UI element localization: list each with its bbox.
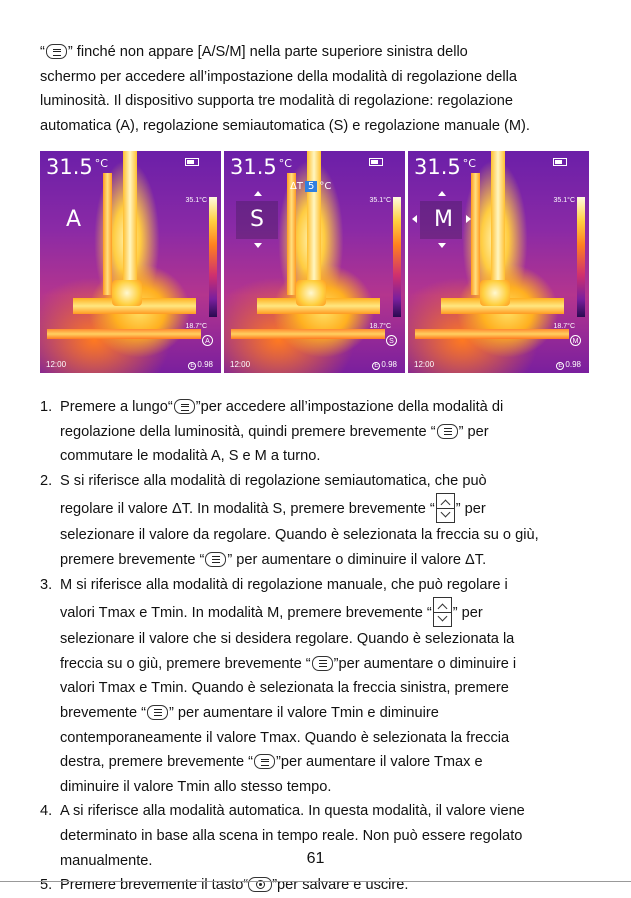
scale-max-label: 35.1°C xyxy=(369,197,391,204)
color-scale-bar xyxy=(393,197,401,317)
time-label: 12:00 xyxy=(230,360,251,369)
battery-icon xyxy=(369,158,383,166)
menu-button-icon xyxy=(147,705,168,720)
mode-indicator-icon: M xyxy=(570,335,581,346)
delta-t-readout: ΔT 5 °C xyxy=(290,181,332,192)
menu-button-icon xyxy=(437,424,458,439)
menu-button-icon xyxy=(174,399,195,414)
thermal-image-mode-a xyxy=(40,151,221,373)
emissivity-icon: E xyxy=(190,363,195,369)
step-4: 4. A si riferisce alla modalità automatica. In questa modalità, il valore viene determinato in base alla scena in tempo reale. Non può essere regolato manualmente. xyxy=(40,803,525,869)
arrow-up-icon xyxy=(254,191,262,196)
step-1: 1. Premere a lungo“ ”per accedere all’impostazione della modalità di regolazione della luminosità, quindi premere brevemente “ ” per commutare le modalità A, S e M a turno. xyxy=(40,399,504,465)
emissivity-icon: E xyxy=(374,363,379,369)
page-number: 61 xyxy=(306,850,325,867)
scale-min-label: 18.7°C xyxy=(553,323,575,330)
menu-button-icon xyxy=(254,754,275,769)
arrow-up-icon xyxy=(438,191,446,196)
emissivity-label: E 0.98 xyxy=(190,360,213,369)
arrow-down-icon xyxy=(254,243,262,248)
up-down-button-icon xyxy=(436,493,455,523)
instruction-steps xyxy=(40,395,595,898)
emissivity-label: E 0.98 xyxy=(558,360,581,369)
mode-letter: M xyxy=(434,207,453,232)
step-3: 3. M si riferisce alla modalità di regolazione manuale, che può regolare i valori Tmax e Tmin. In modalità M, premere brevemente “ ” per selezionare il valore che si desidera regolare. Quando è selezionata la freccia su o giù, premere brevemente “ ”per aumentare o diminuire i valori Tmax e Tmin. Quando è selezionata la freccia sinistra, premere brevemente “ ” per aumentare il valore Tmin e diminuire contemporaneamente il valore Tmax. Quando è selezionata la freccia destra, premere brevemente “ ”per aumentare il valore Tmax e diminuire il valore Tmin allo stesso tempo. xyxy=(40,576,517,795)
time-label: 12:00 xyxy=(46,360,67,369)
time-label: 12:00 xyxy=(414,360,435,369)
step-5: 5. Premere brevemente il tasto“ ”per salvare e uscire. xyxy=(40,877,409,894)
emissivity-label: E 0.98 xyxy=(374,360,397,369)
step-2: 2. S si riferisce alla modalità di regolazione semiautomatica, che può regolare il valore ΔT. In modalità S, premere brevemente “ ” per selezionare il valore da regolare. Quando è selezionata la freccia su o giù, premere brevemente “ ” per aumentare o diminuire il valore ΔT. xyxy=(40,472,539,568)
arrow-right-icon xyxy=(466,215,471,223)
menu-button-icon xyxy=(205,552,226,567)
menu-button-icon xyxy=(312,656,333,671)
color-scale-bar xyxy=(209,197,217,317)
up-down-button-icon xyxy=(433,597,452,627)
menu-button-icon xyxy=(46,44,67,59)
thermal-image-strip xyxy=(40,151,589,373)
scale-max-label: 35.1°C xyxy=(553,197,575,204)
mode-indicator-icon: S xyxy=(386,335,397,346)
mode-indicator-icon: A xyxy=(202,335,213,346)
emissivity-icon: E xyxy=(558,363,563,369)
footer-divider xyxy=(0,881,631,882)
center-temperature: 31.5 $^{^\circ C}$ xyxy=(230,155,292,179)
scale-min-label: 18.7°C xyxy=(369,323,391,330)
color-scale-bar xyxy=(577,197,585,317)
arrow-left-icon xyxy=(412,215,417,223)
mode-letter: S xyxy=(250,207,264,232)
scale-min-label: 18.7°C xyxy=(185,323,207,330)
mode-letter: A xyxy=(66,207,82,232)
arrow-down-icon xyxy=(438,243,446,248)
battery-icon xyxy=(553,158,567,166)
battery-icon xyxy=(185,158,199,166)
center-temperature: 31.5 $^{^\circ C}$ xyxy=(46,155,108,179)
thermal-image-mode-m xyxy=(408,151,589,373)
intro-paragraph: “ ” finché non appare [A/S/M] nella parte superiore sinistra dello schermo per accedere all’impostazione della modalità di regolazione della luminosità. Il dispositivo supporta tre modalità di regolazione: regolazione automatica (A), regolazione semiautomatica (S) e regolazione manuale (M). xyxy=(40,44,530,134)
power-button-icon xyxy=(248,877,272,892)
scale-max-label: 35.1°C xyxy=(185,197,207,204)
center-temperature: 31.5 $^{^\circ C}$ xyxy=(414,155,476,179)
thermal-image-mode-s xyxy=(224,151,405,373)
